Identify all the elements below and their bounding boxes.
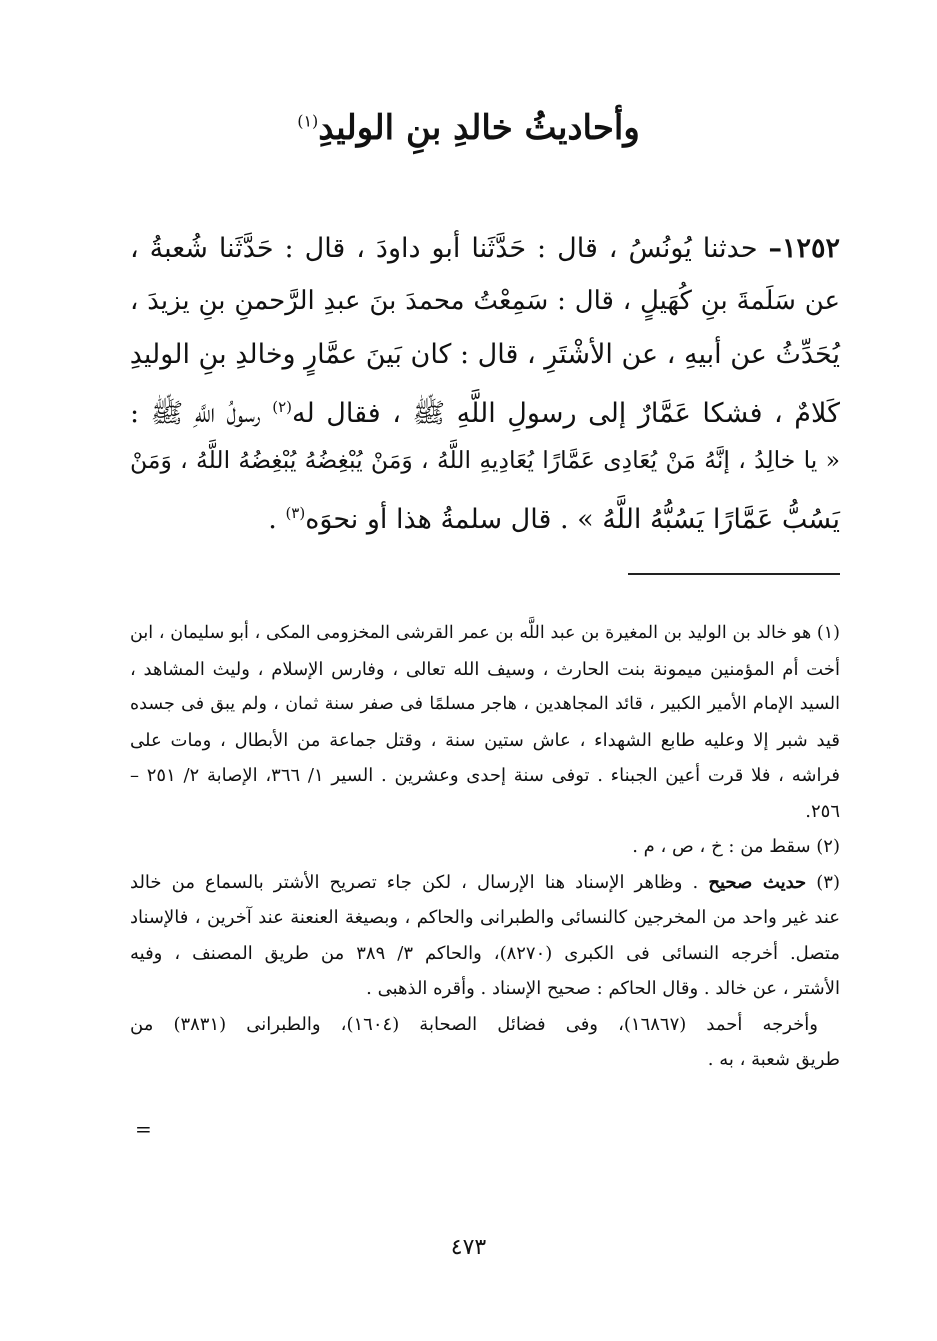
footnote-3-line-6: طريق شعبة ، به . — [707, 1049, 840, 1070]
hadith-line-4-text: كَلامٌ ، فشكا عَمَّارٌ إلى رسولِ اللَّهِ ﷺ ، فقال له — [292, 398, 840, 429]
footnote-3-line-2: عند غير واحد من المخرجين كالنسائى والطبرانى والحاكم ، وبصيغة العنعنة عند آخرين ، فالإسناد — [130, 907, 840, 928]
footnote-3-line-3: متصل. أخرجه النسائى فى الكبرى (٨٢٧٠)، والحاكم ٣/ ٣٨٩ من طريق المصنف ، وفيه — [130, 942, 840, 964]
continuation-mark: = — [135, 1117, 152, 1141]
page-number: ٤٧٣ — [450, 1235, 487, 1260]
footnote-2: (٢) سقط من : خ ، ص ، م . — [632, 836, 840, 857]
hadith-footnote-ref-2: (٢) — [272, 398, 292, 416]
footnote-divider — [628, 573, 840, 575]
hadith-footnote-ref-3: (٣) — [285, 504, 306, 522]
footnote-1-line-2: أخت أم المؤمنين ميمونة بنت الحارث ، وسيف الله تعالى ، وفارس الإسلام ، وليث المشاهد ، — [130, 658, 840, 680]
chapter-title — [0, 108, 937, 148]
chapter-title-text: وأحاديثُ خالدِ بنِ الوليدِ — [318, 108, 640, 148]
footnote-1-line-1: (١) هو خالد بن الوليد بن المغيرة بن عبد اللَّه بن عمر القرشى المخزومى المكى ، أبو سليمان ، ابن — [130, 623, 840, 643]
hadith-line-3: يُحَدِّثُ عن أبيهِ ، عن الأشْتَرِ ، قال : كان بَينَ عمَّارٍ وخالدِ بنِ الوليدِ — [129, 339, 840, 370]
footnote-3-line-5: وأخرجه أحمد (١٦٨٦٧)، وفى فضائل الصحابة (١٦٠٤)، والطبرانى (٣٨٣١) من — [130, 1013, 818, 1035]
hadith-end-mark: . — [268, 504, 277, 535]
footnote-1-line-4: قيد شبر إلا وعليه طابع الشهداء ، عاش ستين سنة ، وقتل جماعة من الأبطال ، ومات على — [130, 729, 840, 751]
hadith-line-6 — [130, 487, 840, 540]
footnote-3-line-4: الأشتر ، عن خالد . وقال الحاكم : صحيح الإسناد . وأقره الذهبى . — [366, 978, 840, 999]
hadith-line-2: عن سَلَمةَ بنِ كُهَيلٍ ، قال : سَمِعْتُ محمدَ بنَ عبدِ الرَّحمنِ بنِ يزيدَ ، — [130, 286, 840, 316]
footnote-3-label: (٣) — [816, 871, 840, 893]
hadith-line-5: « يا خالِدُ ، إنَّهُ مَنْ يُعَادِى عَمَّارًا يُعَادِيهِ اللَّهُ ، وَمَنْ يُبْغِضُهُ يُبْغِضُهُ اللَّهُ ، وَمَنْ — [130, 446, 840, 474]
title-footnote-ref: (١) — [297, 111, 319, 131]
footnote-3-line-1-text: . وظاهر الإسناد هنا الإرسال ، لكن جاء تصريح الأشتر بالسماع من خالد — [130, 871, 699, 893]
footnote-1-line-6: ٢٥٦. — [805, 800, 840, 822]
hadith-text — [130, 222, 840, 540]
hadith-line-4-tail: رسولُ اللَّهِ ﷺ : — [130, 398, 261, 429]
footnote-3-grade: حديث صحيح — [708, 871, 807, 893]
footnote-3-line-1 — [130, 865, 840, 901]
hadith-line-6-text: يَسُبُّ عَمَّارًا يَسُبُّهُ اللَّهُ » . قال سلمةُ هذا أو نحوَه — [305, 504, 840, 535]
hadith-line-1-text: حدثنا يُونُسُ ، قال : حَدَّثَنا أبو داودَ ، قال : حَدَّثَنا شُعبةُ ، — [130, 233, 758, 264]
footnotes — [130, 616, 840, 1078]
footnote-1-line-5: فراشه ، فلا قرت أعين الجبناء . توفى سنة إحدى وعشرين . السير ١/ ٣٦٦، الإصابة ٢/ ٢٥١ – — [130, 765, 840, 786]
hadith-number: ١٢٥٢– — [768, 233, 840, 264]
footnote-1-line-3: السيد الإمام الأمير الكبير ، قائد المجاهدين ، هاجر مسلمًا فى صفر سنة ثمان ، ولم يبق فى جسده — [130, 694, 840, 714]
hadith-line-1 — [130, 222, 840, 275]
hadith-line-4 — [130, 381, 840, 434]
